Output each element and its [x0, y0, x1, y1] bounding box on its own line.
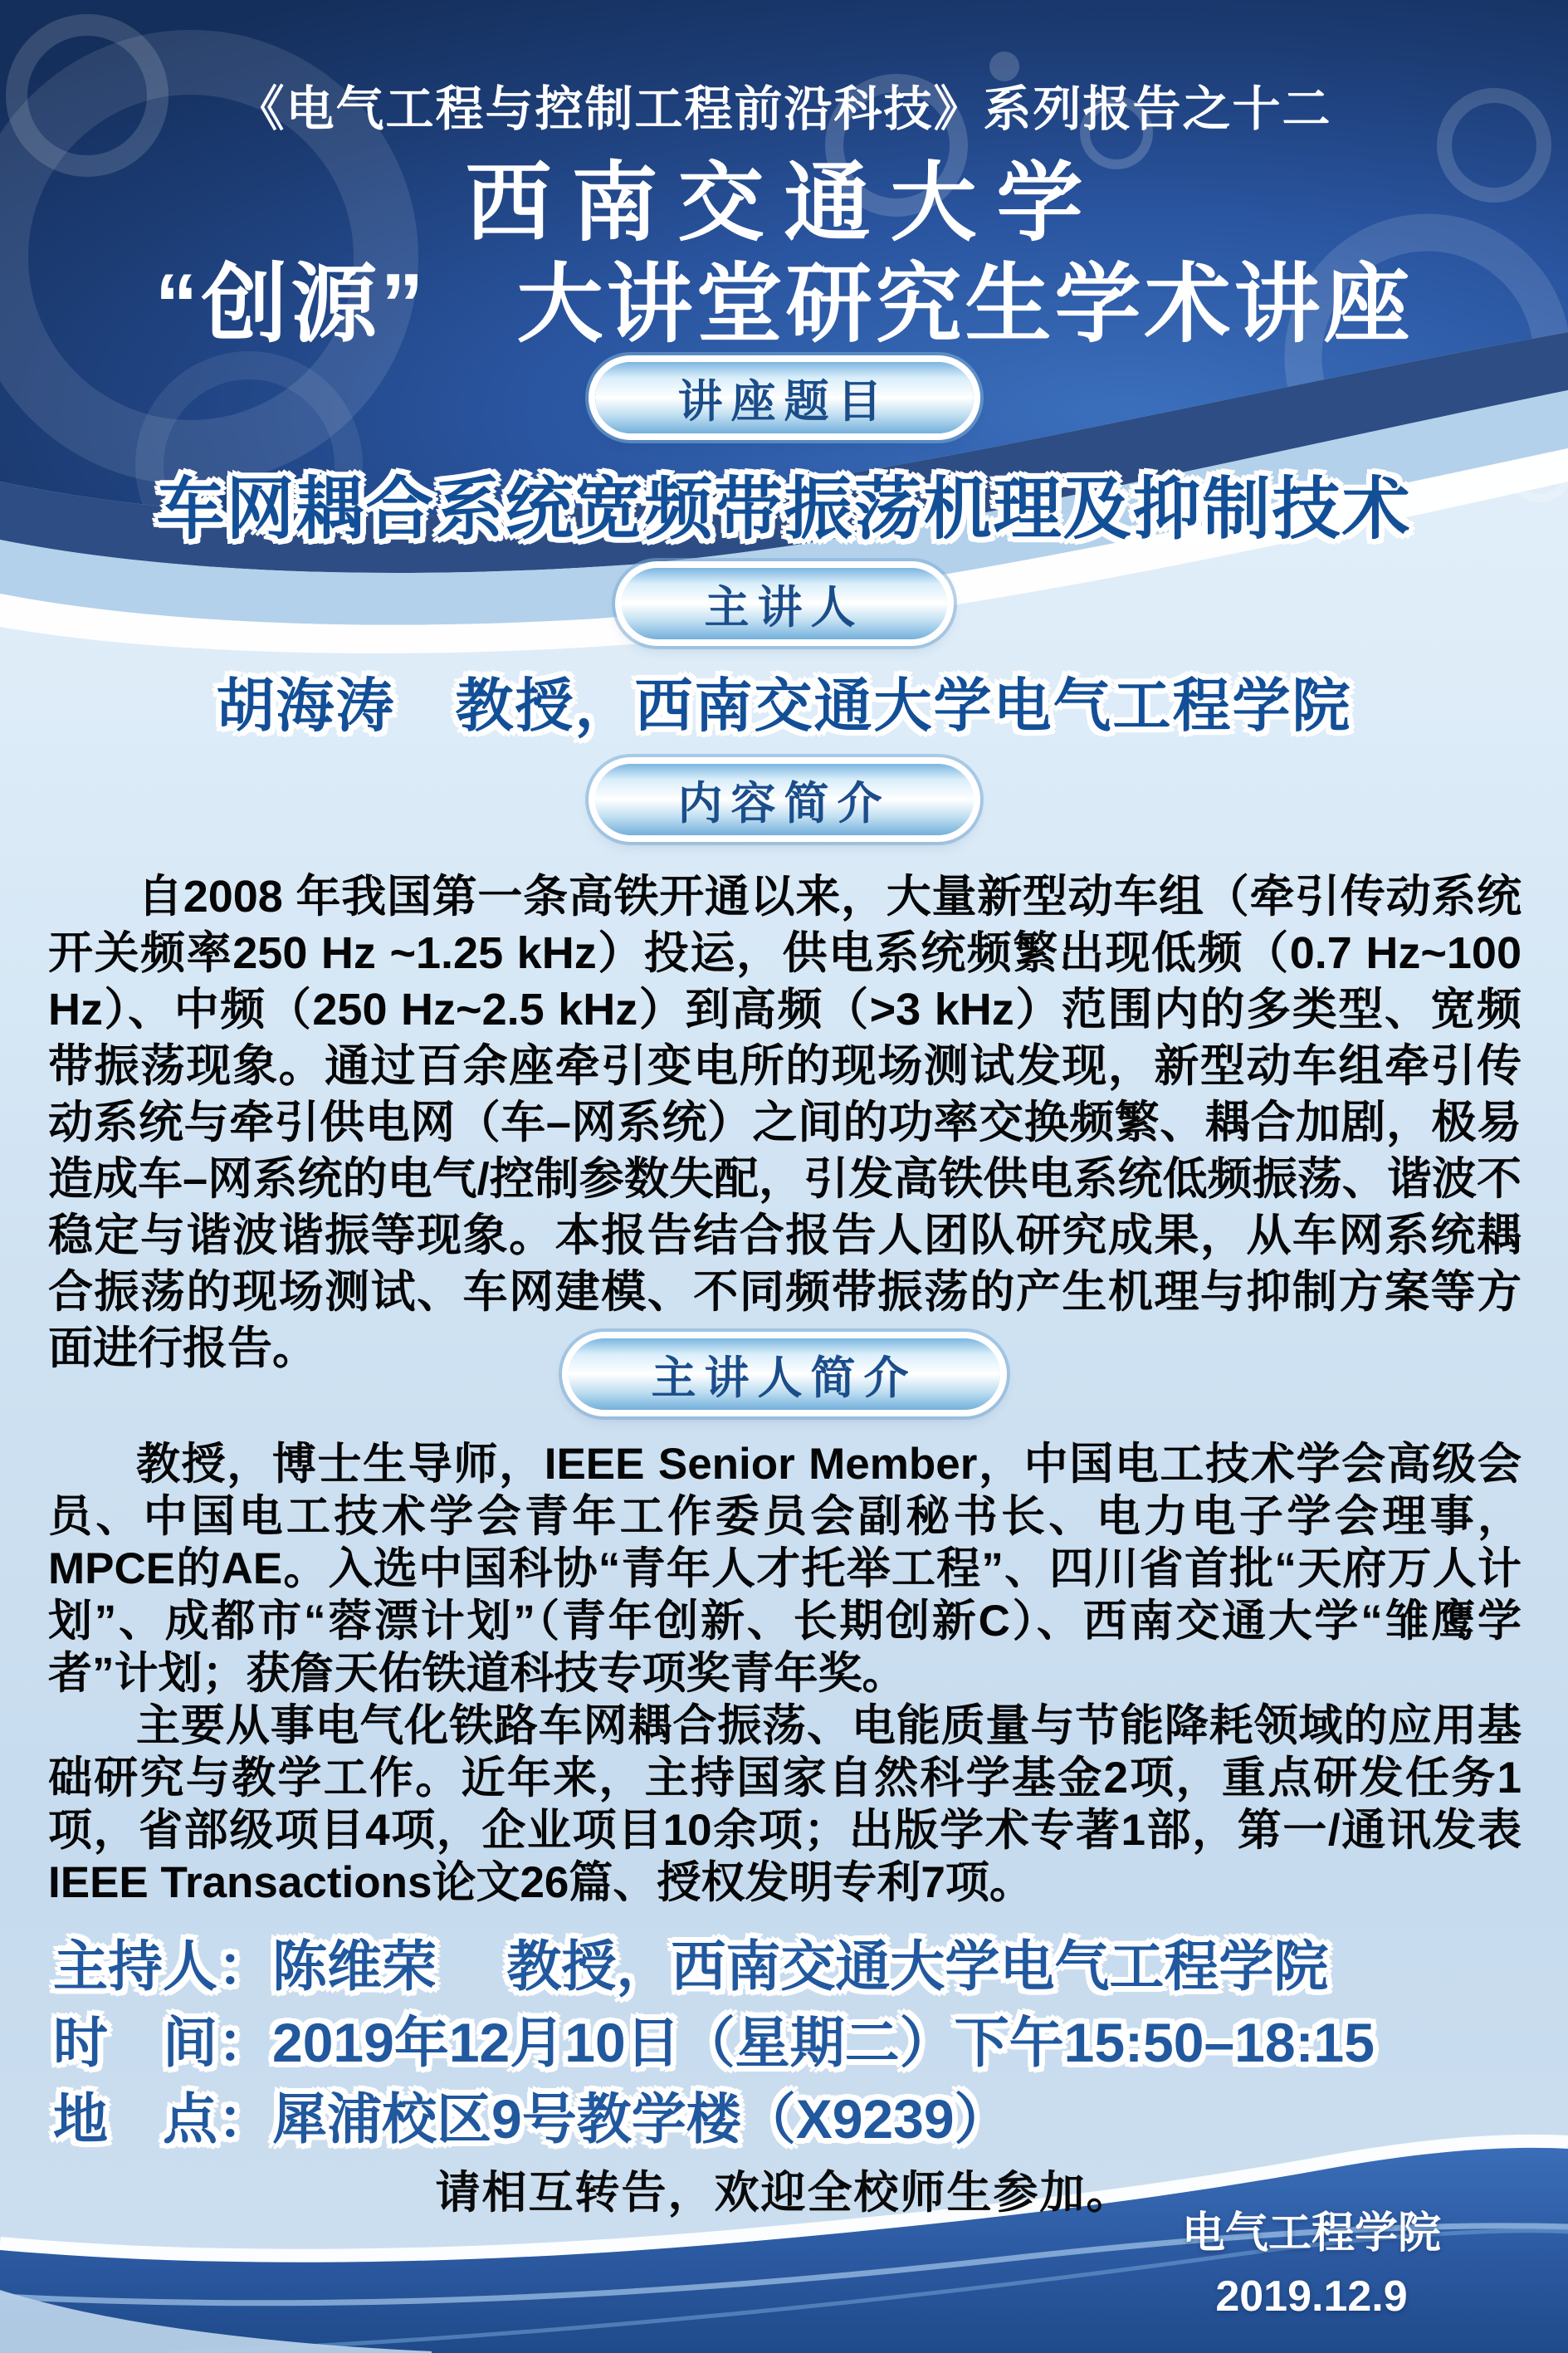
host-value: 陈维荣 教授，西南交通大学电气工程学院 — [272, 1935, 1329, 1997]
place-value: 犀浦校区9号教学楼（X9239） — [272, 2088, 1009, 2150]
time-value: 2019年12月10日（星期二）下午15:50–18:15 — [272, 2012, 1375, 2073]
abstract-paragraph: 自2008 年我国第一条高铁开通以来，大量新型动车组（牵引传动系统开关频率250 Hz ~1.25 kHz）投运，供电系统频繁出现低频（0.7 Hz~100 Hz）、中频（250 Hz~2.5 kHz）到高频（>3 kHz）范围内的多类型、宽频带振荡现象。通过百余座牵引变电所的现场测试发现，新型动车组牵引传动系统与牵引供电网（车–网系统）之间的功率交换频繁、耦合加剧，极易造成车–网系统的电气/控制参数失配，引发高铁供电系统低频振荡、谐波不稳定与谐波谐振等现象。本报告结合报告人团队研究成果，从车网系统耦合振荡的现场测试、车网建模、不同频带振荡的产生机理与抑制方案等方面进行报告。 — [48, 872, 1522, 1373]
bio-paragraph-2: 主要从事电气化铁路车网耦合振荡、电能质量与节能降耗领域的应用基础研究与教学工作。近年来，主持国家自然科学基金2项，重点研发任务1项，省部级项目4项，企业项目10余项；出版学术专著1部，第一/通讯发表IEEE Transactions论文26篇、授权发明专利7项。 — [48, 1701, 1522, 1907]
event-details — [53, 1928, 1522, 2157]
event-detail-time — [53, 2004, 1522, 2081]
speaker-name-line: 胡海涛 教授，西南交通大学电气工程学院 — [216, 673, 1352, 738]
abstract-badge: 内容简介 — [595, 764, 974, 835]
main-title-lecture-hall: “创源” 大讲堂研究生学术讲座 — [154, 257, 1414, 353]
place-label: 地 点： — [53, 2088, 272, 2150]
main-title-university: 西南交通大学 — [465, 155, 1103, 252]
series-title: 《电气工程与控制工程前沿科技》系列报告之十二 — [236, 82, 1332, 136]
time-label: 时 间： — [53, 2012, 272, 2073]
bio-badge: 主讲人简介 — [569, 1338, 1000, 1410]
host-label: 主持人： — [53, 1935, 272, 1997]
bio-section — [48, 1438, 1522, 1909]
event-detail-place — [53, 2081, 1522, 2157]
speaker-badge: 主讲人 — [622, 568, 947, 639]
organizer-date: 2019.12.9 — [1215, 2272, 1408, 2321]
closing-notice: 请相互转告，欢迎全校师生参加。 — [435, 2168, 1133, 2218]
organizer-signature — [1071, 2202, 1552, 2328]
organizer-name: 电气工程学院 — [1181, 2209, 1441, 2258]
event-detail-host — [53, 1928, 1522, 2004]
topic-badge: 讲座题目 — [595, 362, 974, 433]
bio-paragraph-1: 教授，博士生导师，IEEE Senior Member，中国电工技术学会高级会员、中国电工技术学会青年工作委员会副秘书长、电力电子学会理事，MPCE的AE。入选中国科协“青年人才托举工程”、四川省首批“天府万人计划”、成都市“蓉漂计划”（青年创新、长期创新C）、西南交通大学“雏鹰学者”计划；获詹天佑铁道科技专项奖青年奖。 — [48, 1440, 1522, 1698]
topic-title: 车网耦合系统宽频带振荡机理及抑制技术 — [156, 472, 1412, 547]
